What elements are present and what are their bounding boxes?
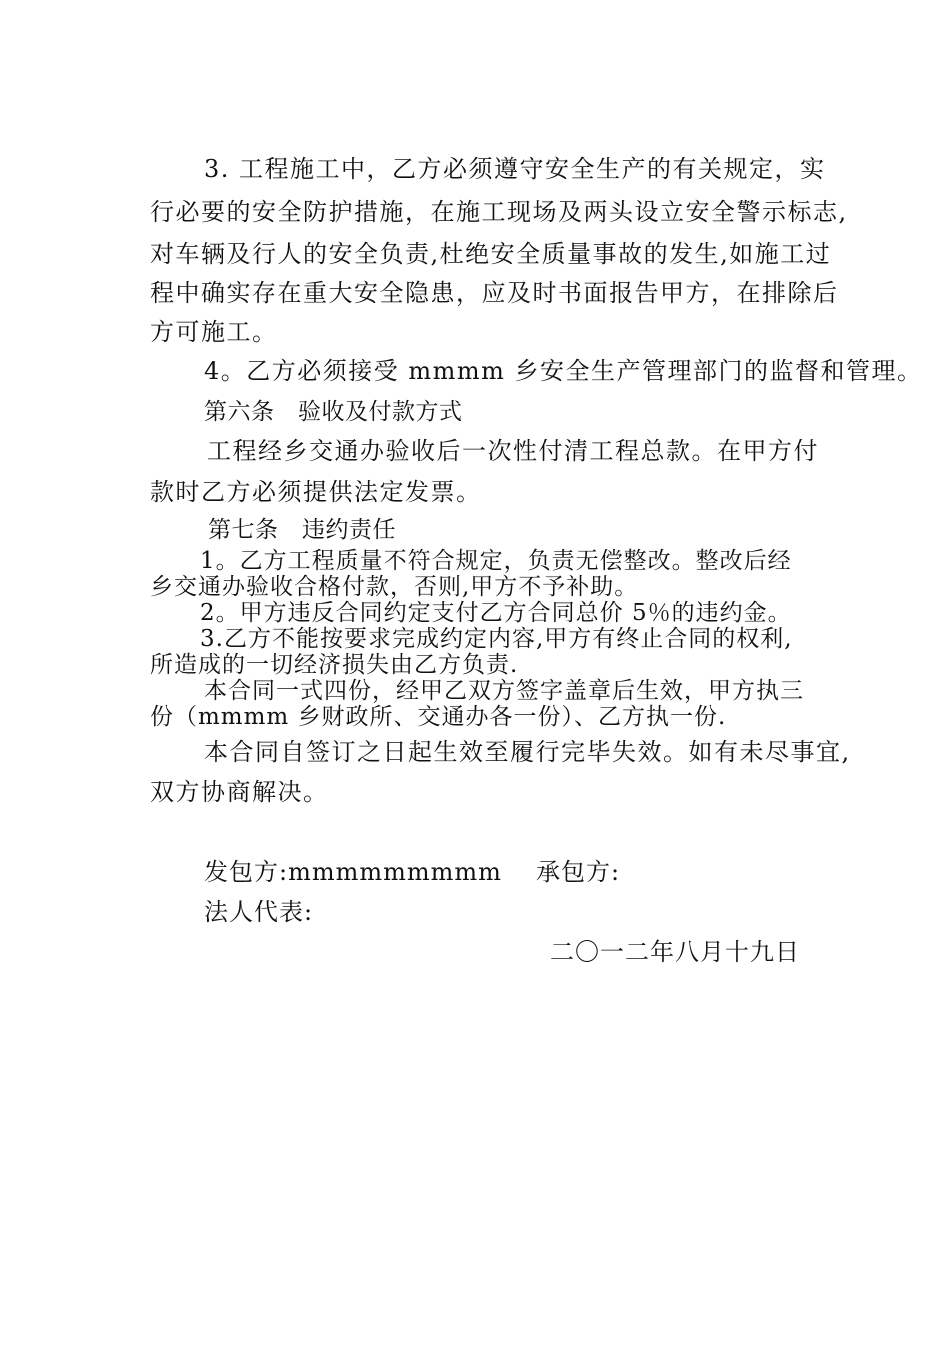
issuer-label: 发包方:mmmmmmmmm: [204, 858, 502, 886]
clause7-item2: 2。甲方违反合同约定支付乙方合同总价 5％的违约金。: [200, 600, 792, 626]
clause5-item3-line4: 程中确实存在重大安全隐患，应及时书面报告甲方，在排除后: [150, 279, 839, 307]
clause6-heading: 第六条 验收及付款方式: [204, 399, 463, 425]
clause6-text-line2: 款时乙方必须提供法定发票。: [150, 478, 482, 506]
legal-rep-label: 法人代表:: [204, 898, 314, 926]
clause5-item3-line2: 行必要的安全防护措施，在施工现场及两头设立安全警示标志,: [150, 198, 848, 226]
contractor-label: 承包方:: [536, 858, 621, 886]
clause6-text-line1: 工程经乡交通办验收后一次性付清工程总款。在甲方付: [207, 437, 819, 465]
clause7-item1-line1: 1。乙方工程质量不符合规定，负责无偿整改。整改后经: [200, 548, 792, 574]
clause7-item3-line1: 3.乙方不能按要求完成约定内容,甲方有终止合同的权利,: [200, 626, 793, 652]
clause7-heading: 第七条 违约责任: [208, 517, 396, 543]
clause5-item3-line3: 对车辆及行人的安全负责,杜绝安全质量事故的发生,如施工过: [150, 240, 832, 268]
clause5-item3-line5: 方可施工。: [150, 318, 278, 346]
copies-line2: 份（mmmm 乡财政所、交通办各一份）、乙方执一份.: [150, 704, 727, 730]
clause5-item4: 4。乙方必须接受 mmmm 乡安全生产管理部门的监督和管理。: [204, 357, 923, 385]
signing-date: 二〇一二年八月十九日: [550, 938, 800, 966]
copies-line1: 本合同一式四份，经甲乙双方签字盖章后生效，甲方执三: [204, 678, 804, 704]
clause7-item3-line2: 所造成的一切经济损失由乙方负责.: [150, 652, 519, 678]
validity-line1: 本合同自签订之日起生效至履行完毕失效。如有未尽事宜,: [204, 738, 851, 766]
clause7-item1-line2: 乡交通办验收合格付款，否则,甲方不予补助。: [150, 574, 639, 600]
validity-line2: 双方协商解决。: [150, 778, 329, 806]
clause5-item3-line1: 3. 工程施工中，乙方必须遵守安全生产的有关规定，实: [204, 155, 826, 183]
